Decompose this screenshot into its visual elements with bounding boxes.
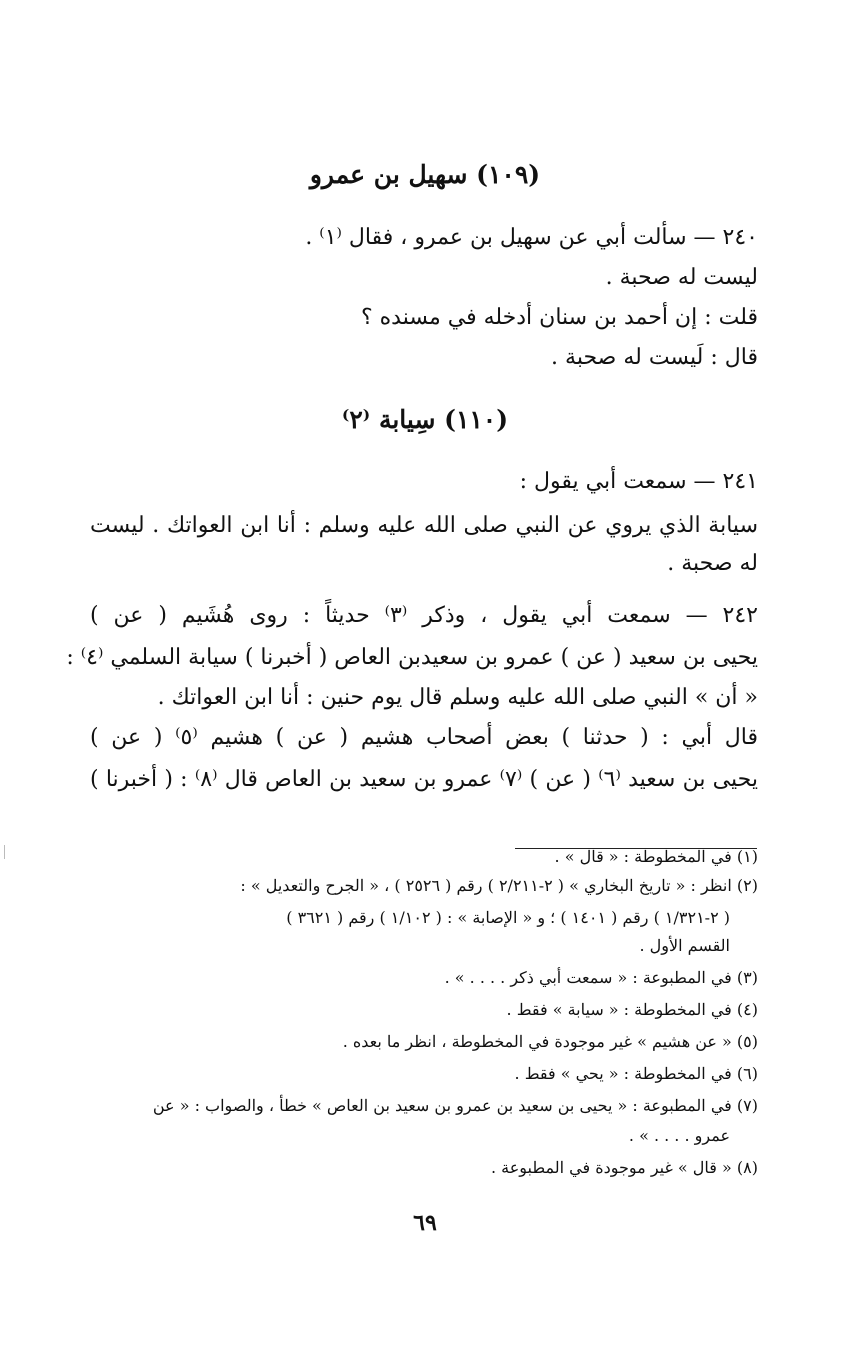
- entry-241-line-3: له صحبة .: [667, 551, 758, 576]
- entry-242-line-3: « أن » النبي صلى الله عليه وسلم قال يوم حنين : أنا ابن العواتك .: [157, 685, 758, 710]
- entry-242-line-1: ٢٤٢ — سمعت أبي يقول ، وذكر ⁽٣⁾ حديثاً : روى هُشَيم ( عن ): [90, 603, 758, 628]
- footnote-2-line-3: القسم الأول .: [639, 936, 730, 955]
- entry-242-line-4: قال أبي : ( حدثنا ) بعض أصحاب هشيم ( عن ) هشيم ⁽٥⁾ ( عن ): [90, 725, 758, 750]
- footnote-1: (١) في المخطوطة : « قال » .: [554, 847, 758, 866]
- section-heading-109: (١٠٩) سهيل بن عمرو: [309, 160, 541, 189]
- page-number: ٦٩: [413, 1210, 437, 1236]
- footnote-8: (٨) « قال » غير موجودة في المطبوعة .: [490, 1158, 758, 1177]
- footnote-6: (٦) في المخطوطة : « يحي » فقط .: [514, 1064, 758, 1083]
- footnote-5: (٥) « عن هشيم » غير موجودة في المخطوطة ، انظر ما بعده .: [342, 1032, 758, 1051]
- entry-242-line-5: يحيى بن سعيد ⁽٦⁾ ( عن ) ⁽٧⁾ عمرو بن سعيد بن العاص قال ⁽٨⁾ : ( أخبرنا ): [90, 767, 758, 792]
- footnote-2-line-2: ( ٢-١/٣٢١ ) رقم ( ١٤٠١ ) ؛ و « الإصابة » : ( ١/١٠٢ ) رقم ( ٣٦٢١ ): [286, 908, 730, 927]
- entry-241-line-1: ٢٤١ — سمعت أبي يقول :: [519, 469, 758, 494]
- section-heading-110: (١١٠) سِيابة ⁽٢⁾: [341, 405, 509, 434]
- margin-mark: [4, 845, 5, 859]
- entry-240-line-2: ليست له صحبة .: [605, 265, 758, 290]
- footnote-7-line-1: (٧) في المطبوعة : « يحيى بن سعيد بن عمرو بن سعيد بن العاص » خطأ ، والصواب : « عن: [152, 1096, 758, 1115]
- entry-240-line-4: قال : لَيست له صحبة .: [551, 345, 758, 370]
- entry-240-line-3: قلت : إن أحمد بن سنان أدخله في مسنده ؟: [360, 305, 758, 330]
- entry-242-line-2: يحيى بن سعيد ( عن ) عمرو بن سعيدبن العاص ( أخبرنا ) سيابة السلمي ⁽٤⁾ :: [66, 645, 758, 670]
- footnote-2-line-1: (٢) انظر : « تاريخ البخاري » ( ٢-٢/٢١١ ) رقم ( ٢٥٢٦ ) ، « الجرح والتعديل » :: [240, 876, 758, 895]
- entry-240-line-1: ٢٤٠ — سألت أبي عن سهيل بن عمرو ، فقال ⁽١⁾ .: [305, 225, 758, 250]
- footnote-7-line-2: عمرو . . . . » .: [628, 1126, 730, 1145]
- footnote-4: (٤) في المخطوطة : « سيابة » فقط .: [506, 1000, 758, 1019]
- entry-241-line-2: سيابة الذي يروي عن النبي صلى الله عليه وسلم : أنا ابن العواتك . ليست: [90, 513, 758, 538]
- footnote-3: (٣) في المطبوعة : « سمعت أبي ذكر . . . . » .: [444, 968, 758, 987]
